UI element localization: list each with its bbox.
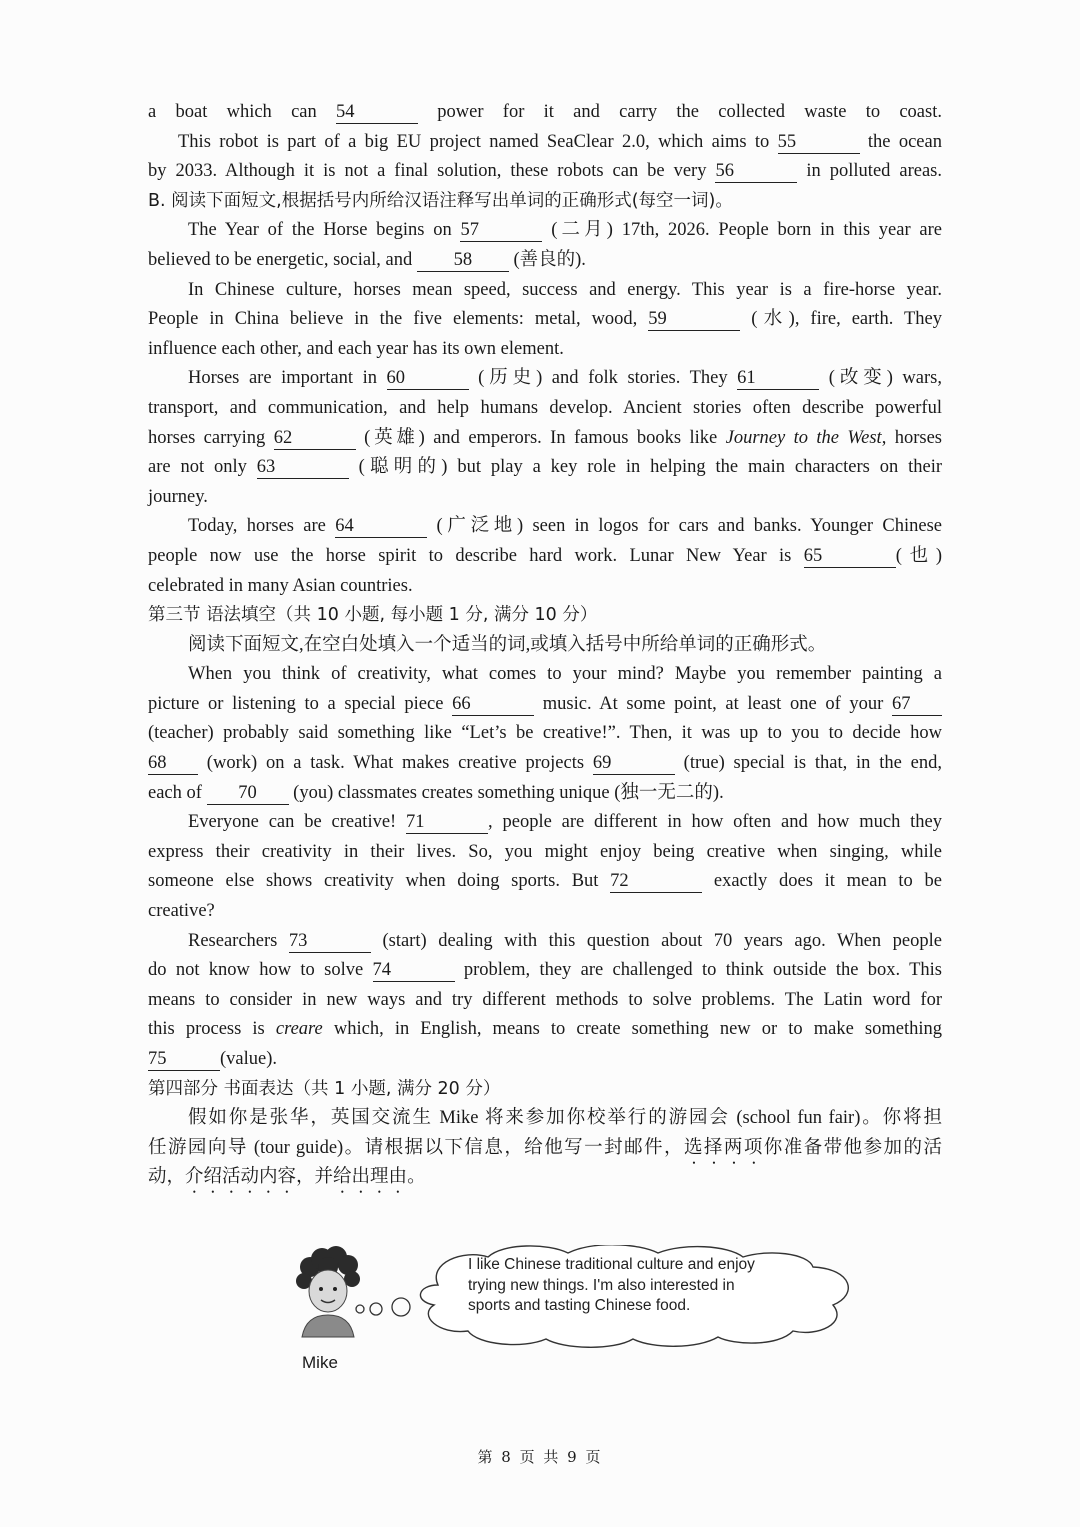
text-line: Today, horses are 64 (广泛地) seen in logos for cars and banks. Younger Chinese [188, 516, 943, 537]
blank-57[interactable]: 57 [460, 220, 542, 242]
blank-63[interactable]: 63 [257, 457, 349, 479]
blank-56[interactable]: 56 [715, 161, 797, 183]
text-line: do not know how to solve 74 problem, they are challenged to think outside the box. This [148, 960, 942, 981]
blank-75[interactable]: 75 [148, 1049, 220, 1071]
thought-bubble-text: I like Chinese traditional culture and enjoy trying new things. I'm also interested in sports and tasting Chinese food. [468, 1256, 755, 1314]
blank-54[interactable]: 54 [336, 102, 418, 124]
blank-60[interactable]: 60 [387, 368, 469, 390]
exam-page-content [148, 98, 942, 1193]
text-line: by 2033. Although it is not a final solution, these robots can be very 56 in polluted areas. [148, 161, 942, 182]
blank-74[interactable]: 74 [373, 960, 455, 982]
text-line: 动，介绍活动内容，并给出理由。 [148, 1167, 426, 1188]
text-line: (teacher) probably said something like “Let’s be creative!”. Then, it was up to you to decide how [148, 723, 942, 744]
blank-71[interactable]: 71 [406, 812, 488, 834]
text-line: believed to be energetic, social, and 58 (善良的). [148, 249, 586, 270]
blank-62[interactable]: 62 [274, 428, 356, 450]
text-line: someone else shows creativity when doing sports. But 72 exactly does it mean to be [148, 871, 942, 892]
text-line: journey. [148, 486, 208, 507]
text-line: Horses are important in 60 (历史) and folk stories. They 61 (改变) wars, [188, 368, 942, 389]
text-line: In Chinese culture, horses mean speed, success and energy. This year is a fire-horse year. [188, 279, 942, 300]
text-line: transport, and communication, and help humans develop. Ancient stories often describe powerful [148, 397, 942, 418]
partB-heading: B. 阅读下面短文,根据括号内所给汉语注释写出单词的正确形式(每空一词)。 [148, 190, 733, 211]
blank-70[interactable]: 70 [207, 783, 289, 805]
blank-66[interactable]: 66 [452, 694, 534, 716]
text-line: 68 (work) on a task. What makes creative projects 69 (true) special is that, in the end, [148, 753, 942, 774]
blank-65[interactable]: 65 [804, 546, 896, 568]
text-line: horses carrying 62 (英雄) and emperors. In famous books like Journey to the West, horses [148, 427, 942, 448]
page-footer: 第 8 页 共 9 页 [477, 1448, 603, 1466]
mike-thought-illustration [288, 1245, 868, 1385]
text-line: a boat which can 54 power for it and carry the collected waste to coast. [148, 102, 942, 122]
blank-59[interactable]: 59 [648, 309, 740, 331]
blank-64[interactable]: 64 [335, 516, 427, 538]
text-line: 任游园向导 (tour guide)。请根据以下信息，给他写一封邮件，选择两项你准备带他参加的活 [148, 1137, 942, 1158]
part4-heading: 第四部分 书面表达（共 1 小题, 满分 20 分） [148, 1078, 501, 1099]
blank-55[interactable]: 55 [778, 132, 860, 154]
text-line: Researchers 73 (start) dealing with this question about 70 years ago. When people [188, 930, 942, 951]
section3-instructions: 阅读下面短文,在空白处填入一个适当的词,或填入括号中所给单词的正确形式。 [188, 634, 827, 655]
text-line: When you think of creativity, what comes to your mind? Maybe you remember painting a [188, 664, 942, 685]
section3-heading: 第三节 语法填空（共 10 小题, 每小题 1 分, 满分 10 分） [148, 605, 598, 626]
text-line: each of 70 (you) classmates creates something unique (独一无二的). [148, 782, 724, 803]
blank-68[interactable]: 68 [148, 753, 198, 775]
blank-67[interactable]: 67 [892, 694, 942, 716]
text-line: this process is creare which, in English, means to create something new or to make something [148, 1019, 942, 1040]
blank-61[interactable]: 61 [737, 368, 819, 390]
blank-58[interactable]: 58 [417, 250, 509, 272]
text-line: celebrated in many Asian countries. [148, 575, 413, 596]
text-line: The Year of the Horse begins on 57 (二月) 17th, 2026. People born in this year are [188, 220, 942, 241]
text-line: people now use the horse spirit to describe hard work. Lunar New Year is 65 (也) [148, 545, 942, 566]
blank-72[interactable]: 72 [610, 871, 702, 893]
text-line: express their creativity in their lives. So, you might enjoy being creative when singing, while [148, 841, 942, 862]
text-line: creative? [148, 901, 215, 922]
text-line: This robot is part of a big EU project named SeaClear 2.0, which aims to 55 the ocean [178, 131, 942, 152]
text-line: picture or listening to a special piece 66 music. At some point, at least one of your 67 [148, 690, 942, 720]
mike-label: Mike [302, 1353, 338, 1372]
blank-69[interactable]: 69 [593, 753, 675, 775]
text-line: People in China believe in the five elements: metal, wood, 59 (水), fire, earth. They [148, 309, 942, 330]
text-line: Everyone can be creative! 71 , people are different in how often and how much they [188, 812, 943, 833]
blank-73[interactable]: 73 [289, 931, 371, 953]
text-line: means to consider in new ways and try different methods to solve problems. The Latin word for [148, 989, 942, 1010]
text-line: influence each other, and each year has its own element. [148, 338, 564, 359]
text-line: 75 (value). [148, 1049, 278, 1069]
text-line: are not only 63 (聪明的) but play a key role in helping the main characters on their [148, 457, 942, 478]
text-line: 假如你是张华，英国交流生 Mike 将来参加你校举行的游园会 (school fun fair)。你将担 [188, 1108, 942, 1129]
